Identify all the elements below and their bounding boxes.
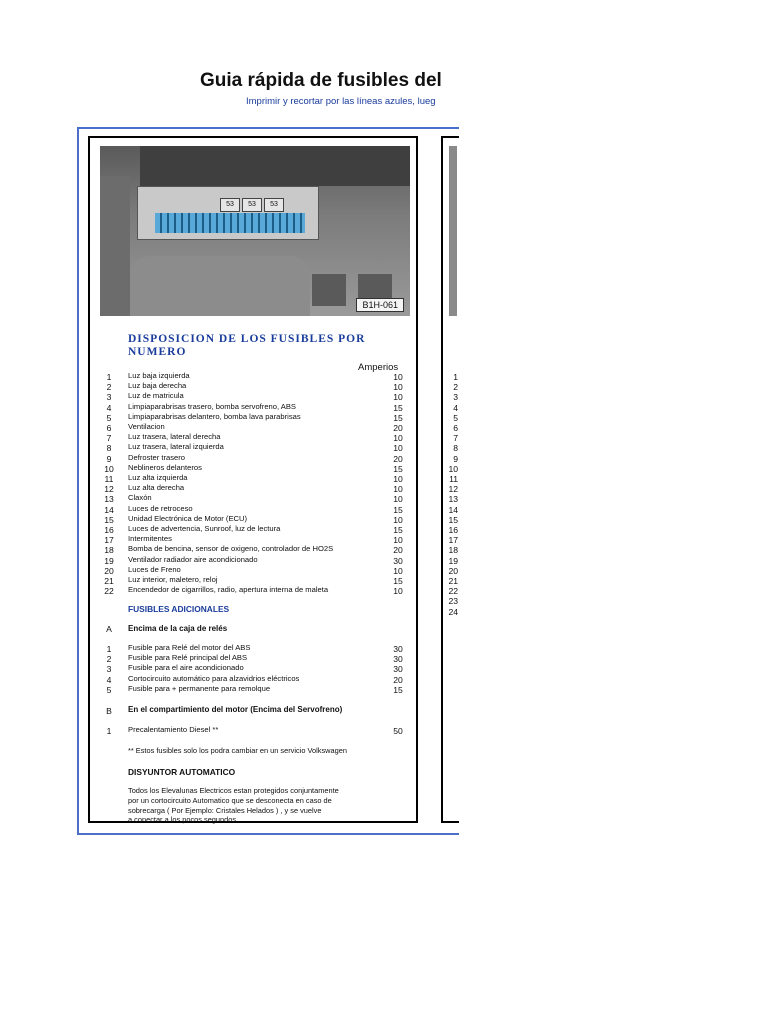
page-subtitle: Imprimir y recortar por las líneas azules, lueg bbox=[246, 96, 436, 107]
fuse-number: 14 bbox=[104, 504, 114, 515]
section-title: DISPOSICION DE LOS FUSIBLES POR NUMERO bbox=[128, 333, 366, 358]
fuse-amperage: 10 bbox=[393, 484, 403, 495]
fuse-description: Fusible para + permanente para remolque bbox=[128, 683, 271, 693]
fuse-amperage: 20 bbox=[393, 453, 403, 464]
second-panel-photo bbox=[449, 146, 457, 316]
fuse-description: Luces de advertencia, Sunroof, luz de lectura bbox=[128, 524, 281, 533]
fuse-number: 4 bbox=[106, 402, 112, 413]
photo-label: B1H-061 bbox=[356, 298, 404, 312]
fuse-amperage: 15 bbox=[393, 576, 403, 586]
fuse-description: Cortocircuito automático para alzavidrios eléctricos bbox=[128, 673, 300, 683]
second-panel-fuse-number: 1 bbox=[453, 372, 458, 382]
fuse-number: 1 bbox=[106, 726, 112, 736]
second-panel-fuse-number: 9 bbox=[453, 453, 458, 464]
second-panel-fuse-number: 6 bbox=[453, 423, 458, 433]
fuse-number: 2 bbox=[106, 654, 112, 665]
fuse-number: 19 bbox=[104, 555, 114, 566]
second-panel-fuse-number: 22 bbox=[448, 586, 458, 597]
second-panel-fuse-number: 16 bbox=[448, 525, 458, 535]
fuse-number: 22 bbox=[104, 586, 114, 597]
fuse-number: 5 bbox=[106, 684, 112, 695]
second-panel-fuse-number: 21 bbox=[448, 576, 458, 586]
second-panel-fuse-number: 3 bbox=[453, 392, 458, 403]
fuse-description: Precalentamiento Diesel ** bbox=[128, 725, 219, 734]
amperes-header: Amperios bbox=[358, 362, 399, 373]
fuse-number: 17 bbox=[104, 535, 114, 546]
fuse-row bbox=[155, 213, 305, 233]
fuse-amperage: 30 bbox=[393, 555, 403, 566]
steering-column bbox=[100, 176, 130, 316]
group-a-label: Encima de la caja de relés bbox=[128, 624, 228, 633]
fuse-amperage: 15 bbox=[393, 402, 403, 413]
pedal bbox=[312, 274, 346, 306]
breaker-line: a conectar a los pocos segundos bbox=[128, 815, 237, 824]
second-panel-fuse-number: 15 bbox=[448, 514, 458, 525]
fuse-description: Claxón bbox=[128, 493, 152, 503]
fuse-description: Luz de matricula bbox=[128, 391, 184, 401]
dashboard bbox=[140, 146, 410, 186]
fuse-amperage: 50 bbox=[393, 726, 403, 736]
fuse-description: Fusible para Relé del motor del ABS bbox=[128, 643, 251, 652]
fuse-number: 1 bbox=[106, 644, 112, 654]
fuse-description: Limpiaparabrisas delantero, bomba lava parabrisas bbox=[128, 411, 301, 421]
fuse-description: Fusible para el aire acondicionado bbox=[128, 663, 244, 673]
fuse-description: Limpiaparabrisas trasero, bomba servofreno, ABS bbox=[128, 401, 296, 411]
fuse-amperage: 20 bbox=[393, 423, 403, 433]
fuse-number: 7 bbox=[106, 433, 112, 444]
fuse-number: 1 bbox=[106, 372, 112, 382]
second-panel-fuse-number: 14 bbox=[448, 504, 458, 515]
second-panel-fuse-number: 11 bbox=[449, 474, 458, 484]
fuse-amperage: 15 bbox=[393, 412, 403, 423]
breaker-title: DISYUNTOR AUTOMATICO bbox=[128, 767, 236, 777]
fuse-number: 21 bbox=[104, 576, 114, 586]
second-panel-fuse-number: 24 bbox=[448, 606, 458, 617]
relay: 53 bbox=[264, 198, 284, 212]
fuse-amperage: 10 bbox=[393, 372, 403, 382]
fuse-description: Luz alta derecha bbox=[128, 483, 185, 493]
fuse-amperage: 15 bbox=[393, 684, 403, 695]
relay: 53 bbox=[220, 198, 240, 212]
second-panel-fuse-number: 10 bbox=[448, 463, 458, 474]
fuse-description: Unidad Electrónica de Motor (ECU) bbox=[128, 513, 248, 523]
second-panel-fuse-number: 2 bbox=[453, 382, 458, 393]
breaker-line: por un cortocircuito Automatico que se desconecta en caso de bbox=[128, 796, 332, 805]
fuse-amperage: 30 bbox=[393, 664, 403, 675]
fuse-number: 4 bbox=[106, 674, 112, 685]
relay: 53 bbox=[242, 198, 262, 212]
fuse-amperage: 10 bbox=[393, 382, 403, 393]
fuse-description: Luz trasera, lateral izquierda bbox=[128, 442, 224, 452]
fuse-box-photo bbox=[100, 146, 410, 316]
fuse-description: Bomba de bencina, sensor de oxigeno, controlador de HO2S bbox=[128, 544, 334, 554]
fuse-number: 3 bbox=[106, 392, 112, 403]
fuse-description: Defroster trasero bbox=[128, 452, 185, 462]
fuse-amperage: 10 bbox=[393, 443, 403, 454]
second-panel-fuse-number: 20 bbox=[448, 565, 458, 576]
additional-title: FUSIBLES ADICIONALES bbox=[128, 604, 230, 614]
fuse-number: 5 bbox=[106, 412, 112, 423]
fuse-number: 12 bbox=[104, 484, 114, 495]
floor-mat bbox=[130, 256, 310, 316]
fuse-number: 11 bbox=[104, 474, 114, 484]
fuse-description: Ventilacion bbox=[128, 422, 165, 431]
fuse-number: 18 bbox=[104, 545, 114, 556]
fuse-amperage: 20 bbox=[393, 545, 403, 556]
second-panel-fuse-number: 18 bbox=[448, 545, 458, 556]
fuse-description: Encendedor de cigarrillos, radio, apertura interna de maleta bbox=[128, 585, 329, 595]
second-panel-fuse-number: 7 bbox=[453, 433, 458, 444]
fuse-description: Luz trasera, lateral derecha bbox=[128, 432, 221, 442]
fuse-amperage: 15 bbox=[393, 504, 403, 515]
fuse-amperage: 20 bbox=[393, 674, 403, 685]
fuse-number: 3 bbox=[106, 664, 112, 675]
fuse-description: Intermitentes bbox=[128, 534, 172, 544]
group-a-letter: A bbox=[106, 624, 112, 634]
page-title: Guia rápida de fusibles del bbox=[200, 70, 442, 91]
fuse-description: Ventilador radiador aire acondicionado bbox=[128, 554, 258, 564]
group-b-label: En el compartimiento del motor (Encima del Servofreno) bbox=[128, 705, 343, 714]
fuse-description: Luces de retroceso bbox=[128, 503, 193, 513]
second-panel-fuse-number: 5 bbox=[453, 412, 458, 423]
fuse-number: 9 bbox=[106, 453, 112, 464]
second-panel-fuse-number: 4 bbox=[453, 402, 458, 413]
second-panel-fuse-number: 12 bbox=[448, 484, 458, 495]
fuse-description: Luz interior, maletero, reloj bbox=[128, 575, 218, 584]
fuse-number: 8 bbox=[106, 443, 112, 454]
breaker-line: Todos los Elevalunas Electricos estan protegidos conjuntamente bbox=[128, 786, 339, 795]
group-b-letter: B bbox=[106, 706, 112, 716]
fuse-amperage: 15 bbox=[393, 525, 403, 535]
service-note: ** Estos fusibles solo los podra cambiar en un servicio Volkswagen bbox=[128, 746, 347, 755]
fuse-description: Fusible para Relé principal del ABS bbox=[128, 653, 248, 663]
fuse-amperage: 10 bbox=[393, 433, 403, 444]
fuse-description: Neblineros delanteros bbox=[128, 462, 202, 472]
fuse-description: Luz baja derecha bbox=[128, 381, 187, 391]
second-panel-fuse-number: 8 bbox=[453, 443, 458, 454]
second-panel-fuse-number: 23 bbox=[448, 596, 458, 607]
fuse-amperage: 15 bbox=[393, 463, 403, 474]
second-panel-fuse-number: 19 bbox=[448, 555, 458, 566]
fuse-description: Luz alta izquierda bbox=[128, 473, 188, 482]
fuse-amperage: 30 bbox=[393, 644, 403, 654]
fuse-description: Luz baja izquierda bbox=[128, 371, 190, 380]
fuse-number: 13 bbox=[104, 494, 114, 505]
fuse-description: Luces de Freno bbox=[128, 564, 181, 574]
second-panel-fuse-number: 17 bbox=[448, 535, 458, 546]
fuse-amperage: 10 bbox=[393, 392, 403, 403]
fuse-number: 16 bbox=[104, 525, 114, 535]
fuse-amperage: 10 bbox=[393, 586, 403, 597]
fuse-number: 10 bbox=[104, 463, 114, 474]
fuse-number: 20 bbox=[104, 565, 114, 576]
fuse-number: 2 bbox=[106, 382, 112, 393]
fuse-amperage: 10 bbox=[393, 514, 403, 525]
fuse-amperage: 30 bbox=[393, 654, 403, 665]
fuse-amperage: 10 bbox=[393, 535, 403, 546]
fuse-amperage: 10 bbox=[393, 494, 403, 505]
breaker-line: sobrecarga ( Por Ejemplo: Cristales Helados ) , y se vuelve bbox=[128, 806, 322, 815]
fuse-number: 15 bbox=[104, 514, 114, 525]
fuse-amperage: 10 bbox=[393, 474, 403, 484]
second-panel-fuse-number: 13 bbox=[448, 494, 458, 505]
fuse-number: 6 bbox=[106, 423, 112, 433]
fuse-amperage: 10 bbox=[393, 565, 403, 576]
